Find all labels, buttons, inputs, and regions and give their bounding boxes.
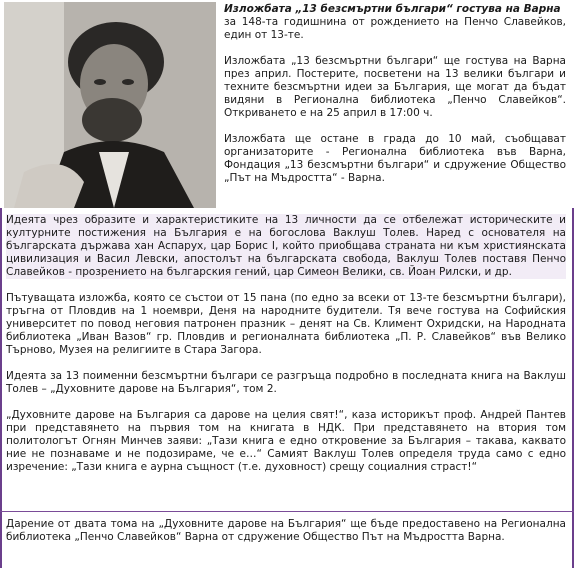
intro-block: [224, 3, 566, 185]
body-paragraph-1: Идеята чрез образите и характеристиките на 13 личности да се отбележат историческите и културните постижения на България е на богослова Ваклуш Толев. Наред с основателя на българската държава хан Аспарух, цар Борис I, който приобщава страната ни към християнската цивилизация и Васил Левски, апостолът на българската свобода, Ваклуш Толев поставя Пенчо Славейков - прозрението на българския гений, цар Симеон Велики, св. Йоан Рилски, и др.: [6, 214, 566, 278]
footer-paragraph: Дарение от двата тома на „Духовните дарове на България“ ще бъде предоставено на Регионална библиотека „Пенчо Славейков“ Варна от сдружение Общество Път на Мъдростта Варна.: [6, 518, 566, 543]
footer-block: [6, 518, 566, 544]
body-paragraph-3: Идеята за 13 поименни безсмъртни българи се разгръща подробно в последната книга на Ваклуш Толев – „Духовните дарове на България“, том 2.: [6, 370, 566, 395]
intro-paragraph-3: Изложбата ще остане в града до 10 май, съобщават организаторите - Регионална библиотека във Варна, Фондация „13 безсмъртни българи“ и сдружение Общество „Път на Мъдростта“ - Варна.: [224, 133, 566, 184]
divider: [0, 511, 574, 512]
body-paragraph-2: Пътуващата изложба, която се състои от 15 пана (по едно за всеки от 13-те безсмъртни българи), тръгна от Пловдив на 1 ноември, Деня на народните будители. Тя вече гостува на Софийския университет по повод неговия патронен празник – денят на Св. Климент Охридски, на Народната библиотека „Иван Вазов“ гр. Пловдив и регионалната библиотека „П. Р. Славейков“ във Велико Търново, Музея на религиите в Стара Загора.: [6, 292, 566, 356]
portrait-image: [4, 2, 216, 208]
frame-left-border: [0, 208, 2, 568]
headline: Изложбата „13 безсмъртни българи“ гостува на Варна: [224, 3, 561, 15]
intro-paragraph-1: за 148-та годишнина от рождението на Пенчо Славейков, един от 13-те.: [224, 16, 566, 41]
body-paragraph-4: „Духовните дарове на България са дарове на целия свят!“, каза историкът проф. Андрей Пантев при представянето на първия том на книгата в НДК. При представянето на втория том политологът Огнян Минчев заяви: „Тази книга е едно откровение за България – такава, каквато ние не познаваме и не подозираме, че е…“ Самият Ваклуш Толев определя труда само с едно изречение: „Тази книга е аурна същност (т.е. духовност) срещу социалния страст!“: [6, 409, 566, 473]
portrait-photo: [4, 2, 216, 208]
body-block: [6, 214, 566, 474]
intro-paragraph-2: Изложбата „13 безсмъртни българи“ ще гостува на Варна през април. Постерите, посветени на 13 велики българи и техните безсмъртни идеи за България, ще могат да бъдат видяни в Регионална библиотека „Пенчо Славейков“. Откриването е на 25 април в 17:00 ч.: [224, 55, 566, 119]
